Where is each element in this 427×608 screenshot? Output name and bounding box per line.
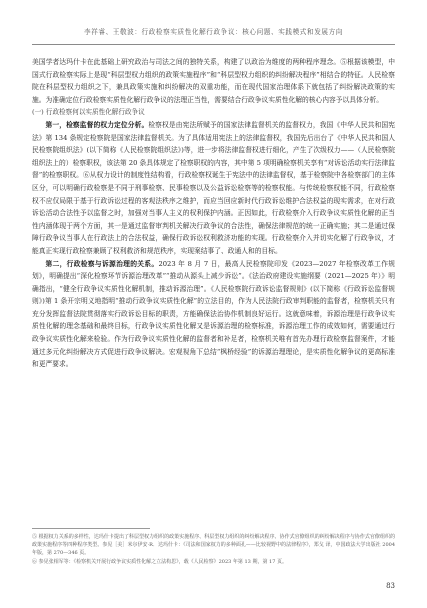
running-header: 李祥睿、王敬波：行政检察实质性化解行政争议：核心问题、实践模式和发展方向 (84, 28, 343, 36)
paragraph-3-text: 2023 年 8 月 7 日，最高人民检察院印发《2023—2027 年检察改革工作规划》，明确提出“深化检察环节诉源治理改革”“推动从源头上减少诉讼”。《法治政府建设实施纲要（2021—2025 年）》明确指出，“健全行政争议实质性化解机制，推动诉源治理”。《人民检察院行政诉讼监督规则》(以下简称《行政诉讼监督规则》)第 1 条开宗明义地指明“推动行政争议实质性化解”的立法目的，作为人民法院行政审判职能的监督者，检察机关只有充分发挥监督法院贯彻落实行政诉讼目标的职责，方能确保法治协作机制良好运行。这就意味着，诉源治理是行政争议实质性化解的理念基础和最终目标，行政争议实质性化解又是诉源治理的检察标准，诉源治理工作的成效如何，需要通过行政争议实质性化解来检验。作为行政争议实质性化解的监督者和补足者，检察机关唯有首先办理行政检察监督案件，才能通过多元化纠纷解决方式促进行政争议解决。宏观视角下总结“枫桥经验”的诉源治理理论，是实质性化解争议的更高标准和更严要求。 (32, 259, 395, 369)
body-text (32, 56, 395, 371)
paragraph-3-lead: 第二，行政检察与诉源治理的关系。 (45, 259, 159, 268)
footnote-divider (32, 528, 150, 529)
section-heading-number: (一) (32, 108, 44, 117)
footnote-6: ⑥ 参见张相军等：《检察机关开展行政争议实质性化解之立法构思》，载《人民检察》2023 年第 13 期，第 17 页。 (32, 558, 287, 565)
paragraph-2-lead: 第一，检察监督的权力定位分析。 (45, 120, 149, 129)
page-number: 83 (386, 582, 395, 590)
section-heading (32, 106, 395, 119)
paragraph-2 (32, 119, 395, 258)
footnote-5: ⑤ 根据权力关系的多样性，达玛什卡提出了科层型权力组织的政策实施程序、科层型权力组织的纠纷解决程序、协作式官僚组织的纠纷解决程序与协作式官僚组织的政策实施程序等四种程序类型。参见［美］米尔伊安·R．达玛什卡：《司法和国家权力的多种面孔——比较视野中的法律程序》，郑戈 译，中国政法大学出版社 2004 年版，第 270—346 页。 (32, 534, 395, 557)
footnotes (32, 533, 395, 566)
section-heading-text: 行政检察何以实质性化解行政争议 (45, 108, 145, 117)
paragraph-3 (32, 258, 395, 371)
header-divider (32, 44, 395, 45)
paragraph-1: 美国学者达玛什卡在此基础上研究政治与司法之间的独特关系，构建了以政治为维度的两种程序理念。⑤根据该模型，中国式行政检察实际上是现“科层型权力组织的政策实施程序”和“科层型权力组织的纠纷解决程序”相结合的特征。人民检察院在科层型权力组织之下，兼具政策实施和纠纷解决的双重功能，而在现代国家治理体系下就包括了纠纷解决政策的实施。为准确定位行政检察实质性化解行政争议的法理正当性，需要结合行政争议实质性化解的核心内容予以具体分析。 (32, 58, 395, 104)
paragraph-2-text: 检察权是由宪法所赋予的国家法律监督机关的监督权力，我国《中华人民共和国宪法》第 134 条规定检察院是国家法律监督机关。为了具体适用宪法上的法律监督权，我国先后出台了《中华人民共和国人民检察院组织法》(以下简称《人民检察院组织法》)等，进一步将法律监督权进行细化，产生了次级权力——（人民检察院组织法上的）检察职权，该法第 20 条具体规定了检察职权的内容，其中第 5 项明确检察机关享有“对诉讼活动实行法律监督”的检察职权。⑥从权力设计的制度性结构看，行政检察权诞生于宪法中的法律监督权，基于检察院中各检察部门的主体区分，可以明确行政检察是不同于刑事检察、民事检察以及公益诉讼检察等的检察权能。与传统检察权能不同，行政检察权不应仅局限于基于行政诉讼过程的客观法秩序之维护，而应当回应新时代行政诉讼维护合法权益的现实需求，在对行政诉讼活动合法性予以监督之时，加强对当事人主义的权利保护内涵。正因如此，行政检察介入行政争议实质性化解的正当性内涵体现于两个方面，其一是通过监督审判机关解决行政争议的合法性，确保法律规范的统一正确实施；其二是通过保障行政争议当事人在行政法上的合法权益，确保行政诉讼权利救济功能的实现。行政检察介入并切实化解了行政争议，才能真正实现行政检察兼顾了权利救济和规范秩序，实现案结事了、政通人和的目标。 (32, 120, 395, 255)
